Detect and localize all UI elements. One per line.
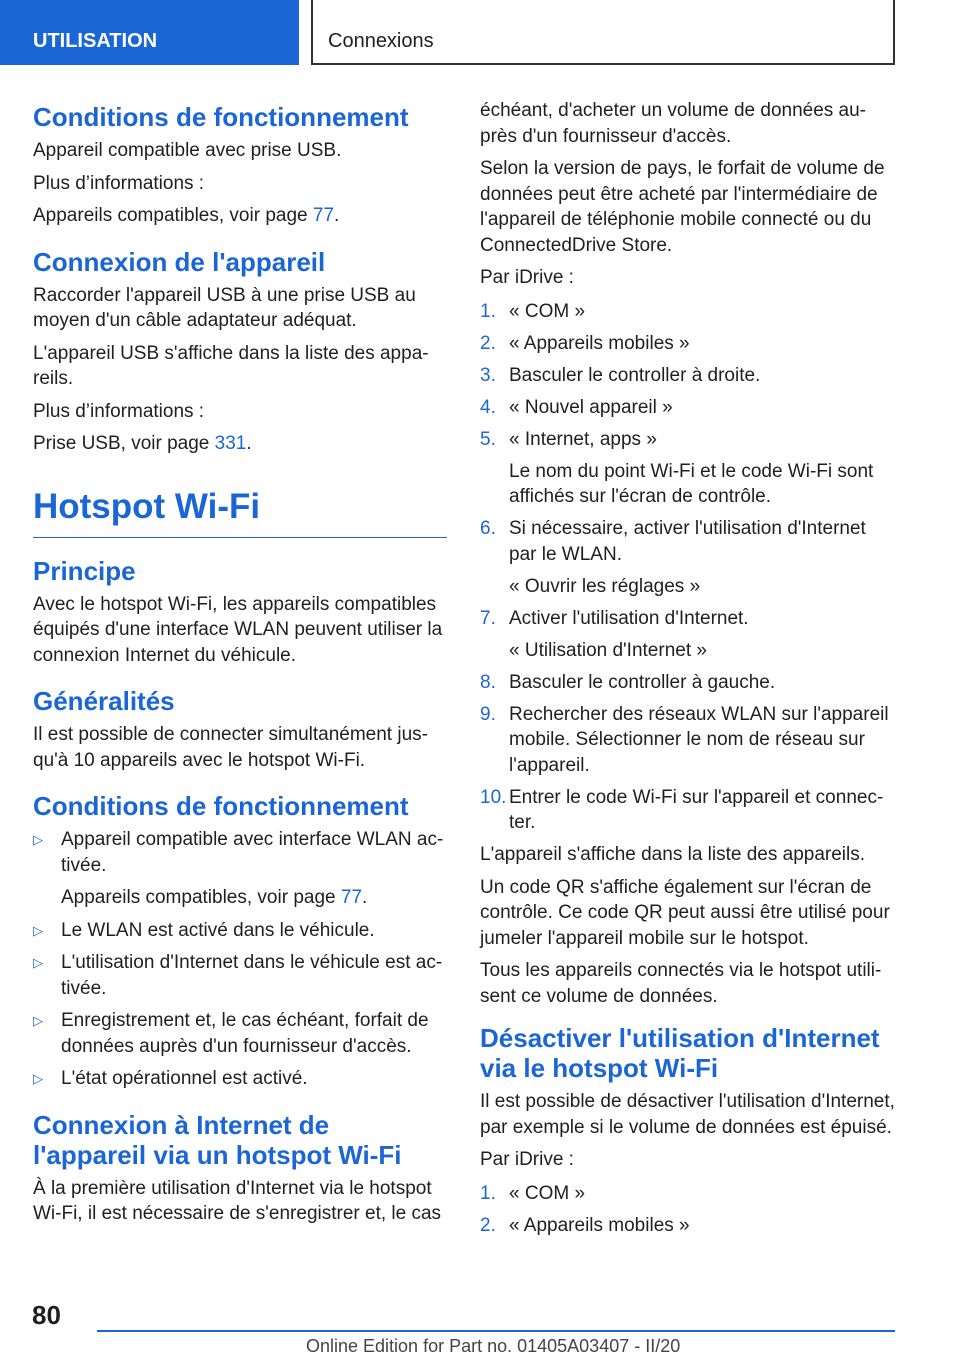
ref-text: Appareils compatibles, voir page xyxy=(61,887,341,908)
paragraph: L'appareil USB s'affiche dans la liste des appa-reils. xyxy=(33,342,429,389)
step-item xyxy=(480,516,898,599)
chapter-title: Connexions xyxy=(311,0,895,65)
triangle-bullet-icon: ▷ xyxy=(33,1071,43,1086)
paragraph: Par iDrive : xyxy=(480,267,574,288)
step-number: 8. xyxy=(480,671,496,693)
step-text: « Appareils mobiles » xyxy=(509,332,690,354)
ref-end: . xyxy=(362,887,368,908)
page-number: 80 xyxy=(32,1300,61,1330)
ref-text: Appareils compatibles, voir page xyxy=(33,205,313,226)
section-heading: Conditions de fonctionnement xyxy=(33,102,409,132)
step-sub-text: « Utilisation d'Internet » xyxy=(509,639,707,661)
step-number: 9. xyxy=(480,703,496,725)
triangle-bullet-icon: ▷ xyxy=(33,955,43,970)
step-number: 7. xyxy=(480,607,496,629)
step-text: « COM » xyxy=(509,300,586,322)
footer-edition: Online Edition for Part no. 01405A03407 - II/20 xyxy=(306,1336,681,1356)
triangle-bullet-icon: ▷ xyxy=(33,922,43,938)
step-text: Activer l'utilisation d'Internet. xyxy=(509,607,749,629)
step-number: 2. xyxy=(480,1214,496,1236)
step-item xyxy=(480,1181,898,1207)
ref-end: . xyxy=(246,433,252,454)
list-item-text: Le WLAN est activé dans le véhicule. xyxy=(61,919,375,941)
paragraph: Par iDrive : xyxy=(480,1149,574,1170)
page-link[interactable]: 331 xyxy=(214,433,247,454)
paragraph xyxy=(33,431,447,457)
list-item xyxy=(33,1008,447,1059)
step-number: 2. xyxy=(480,332,496,354)
step-number: 4. xyxy=(480,396,496,418)
step-item xyxy=(480,670,898,696)
footer-divider xyxy=(97,1330,895,1332)
triangle-bullet-icon: ▷ xyxy=(33,1013,43,1028)
paragraph: Appareil compatible avec prise USB. xyxy=(33,140,342,161)
chapter-heading: Hotspot Wi-Fi xyxy=(33,487,447,538)
step-number: 1. xyxy=(480,300,496,322)
section-heading: Principe xyxy=(33,555,136,586)
step-item xyxy=(480,299,898,325)
step-text: Si nécessaire, activer l'utilisation d'Internet par le WLAN. xyxy=(509,518,866,565)
paragraph: Il est possible de connecter simultanément jus-qu'à 10 appareils avec le hotspot Wi-Fi. xyxy=(33,724,428,771)
steps-list xyxy=(480,1181,898,1239)
paragraph: Avec le hotspot Wi-Fi, les appareils compatibles équipés d'une interface WLAN peuvent utiliser la connexion Internet du véhicule. xyxy=(33,593,443,666)
step-item xyxy=(480,1213,898,1239)
paragraph: À la première utilisation d'Internet via le hotspot Wi-Fi, il est nécessaire de s'enregistrer et, le cas xyxy=(33,1177,442,1224)
step-text: Basculer le controller à gauche. xyxy=(509,671,776,693)
step-number: 6. xyxy=(480,518,496,539)
step-item xyxy=(480,395,898,421)
section-heading: Connexion à Internet de l'appareil via un hotspot Wi-Fi xyxy=(33,1109,402,1170)
step-number: 5. xyxy=(480,428,496,450)
step-item xyxy=(480,331,898,357)
list-item-text: Enregistrement et, le cas échéant, forfait de données auprès d'un fournisseur d'accès. xyxy=(61,1010,429,1057)
step-item xyxy=(480,427,898,510)
step-sub-text: « Ouvrir les réglages » xyxy=(509,575,701,597)
paragraph: Plus d’informations : xyxy=(33,400,205,422)
list-item-sub xyxy=(61,885,447,911)
list-item xyxy=(33,1066,447,1092)
list-item xyxy=(33,918,447,944)
left-column xyxy=(33,98,447,1234)
paragraph: échéant, d'acheter un volume de données au-près d'un fournisseur d'accès. xyxy=(480,100,867,147)
list-item xyxy=(33,950,447,1001)
step-text: « Appareils mobiles » xyxy=(509,1214,690,1236)
paragraph: Tous les appareils connectés via le hotspot utili-sent ce volume de données. xyxy=(480,960,882,1007)
ref-text: Prise USB, voir page xyxy=(33,433,215,454)
paragraph: Plus d’informations : xyxy=(33,172,205,194)
step-item xyxy=(480,363,898,389)
page-link[interactable]: 77 xyxy=(312,205,335,226)
step-item xyxy=(480,606,898,664)
step-sub-text: Le nom du point Wi-Fi et le code Wi-Fi sont affichés sur l'écran de contrôle. xyxy=(509,460,874,507)
ref-end: . xyxy=(334,205,340,226)
list-item-text: L'état opérationnel est activé. xyxy=(61,1068,308,1089)
bullet-list xyxy=(33,827,447,1092)
paragraph: Il est possible de désactiver l'utilisation d'Internet, par exemple si le volume de données est épuisé. xyxy=(480,1091,895,1138)
step-text: « COM » xyxy=(509,1182,586,1204)
paragraph: Selon la version de pays, le forfait de volume de données peut être acheté par l'intermédiaire de l'appareil de téléphonie mobile connecté ou du ConnectedDrive Store. xyxy=(480,158,885,256)
step-number: 10. xyxy=(480,786,507,808)
step-text: « Nouvel appareil » xyxy=(509,396,673,418)
section-tab: UTILISATION xyxy=(0,0,299,65)
step-item xyxy=(480,702,898,779)
list-item-text: L'utilisation d'Internet dans le véhicule est ac-tivée. xyxy=(61,952,443,999)
step-number: 1. xyxy=(480,1182,496,1204)
paragraph: Raccorder l'appareil USB à une prise USB au moyen d'un câble adaptateur adéquat. xyxy=(33,284,416,331)
step-text: Rechercher des réseaux WLAN sur l'appareil mobile. Sélectionner le nom de réseau sur l'appareil. xyxy=(509,703,889,776)
step-item xyxy=(480,785,898,836)
list-item xyxy=(33,827,447,911)
section-heading: Conditions de fonctionnement xyxy=(33,791,409,821)
paragraph: Un code QR s'affiche également sur l'écran de contrôle. Ce code QR peut aussi être utilisé pour jumeler l'appareil mobile sur le hotspot. xyxy=(480,876,890,949)
paragraph xyxy=(33,203,447,229)
paragraph: L'appareil s'affiche dans la liste des appareils. xyxy=(480,844,866,865)
page-link[interactable]: 77 xyxy=(340,887,363,908)
list-item-text: Appareil compatible avec interface WLAN ac-tivée. xyxy=(61,829,444,876)
section-heading: Désactiver l'utilisation d'Internet via le hotspot Wi-Fi xyxy=(480,1023,880,1083)
section-heading: Généralités xyxy=(33,686,175,716)
step-number: 3. xyxy=(480,364,496,386)
section-heading: Connexion de l'appareil xyxy=(33,246,326,277)
step-text: « Internet, apps » xyxy=(509,428,657,450)
steps-list xyxy=(480,299,898,836)
step-text: Basculer le controller à droite. xyxy=(509,364,761,386)
right-column xyxy=(480,98,898,1245)
triangle-bullet-icon: ▷ xyxy=(33,832,43,847)
step-text: Entrer le code Wi-Fi sur l'appareil et connec-ter. xyxy=(509,786,884,833)
